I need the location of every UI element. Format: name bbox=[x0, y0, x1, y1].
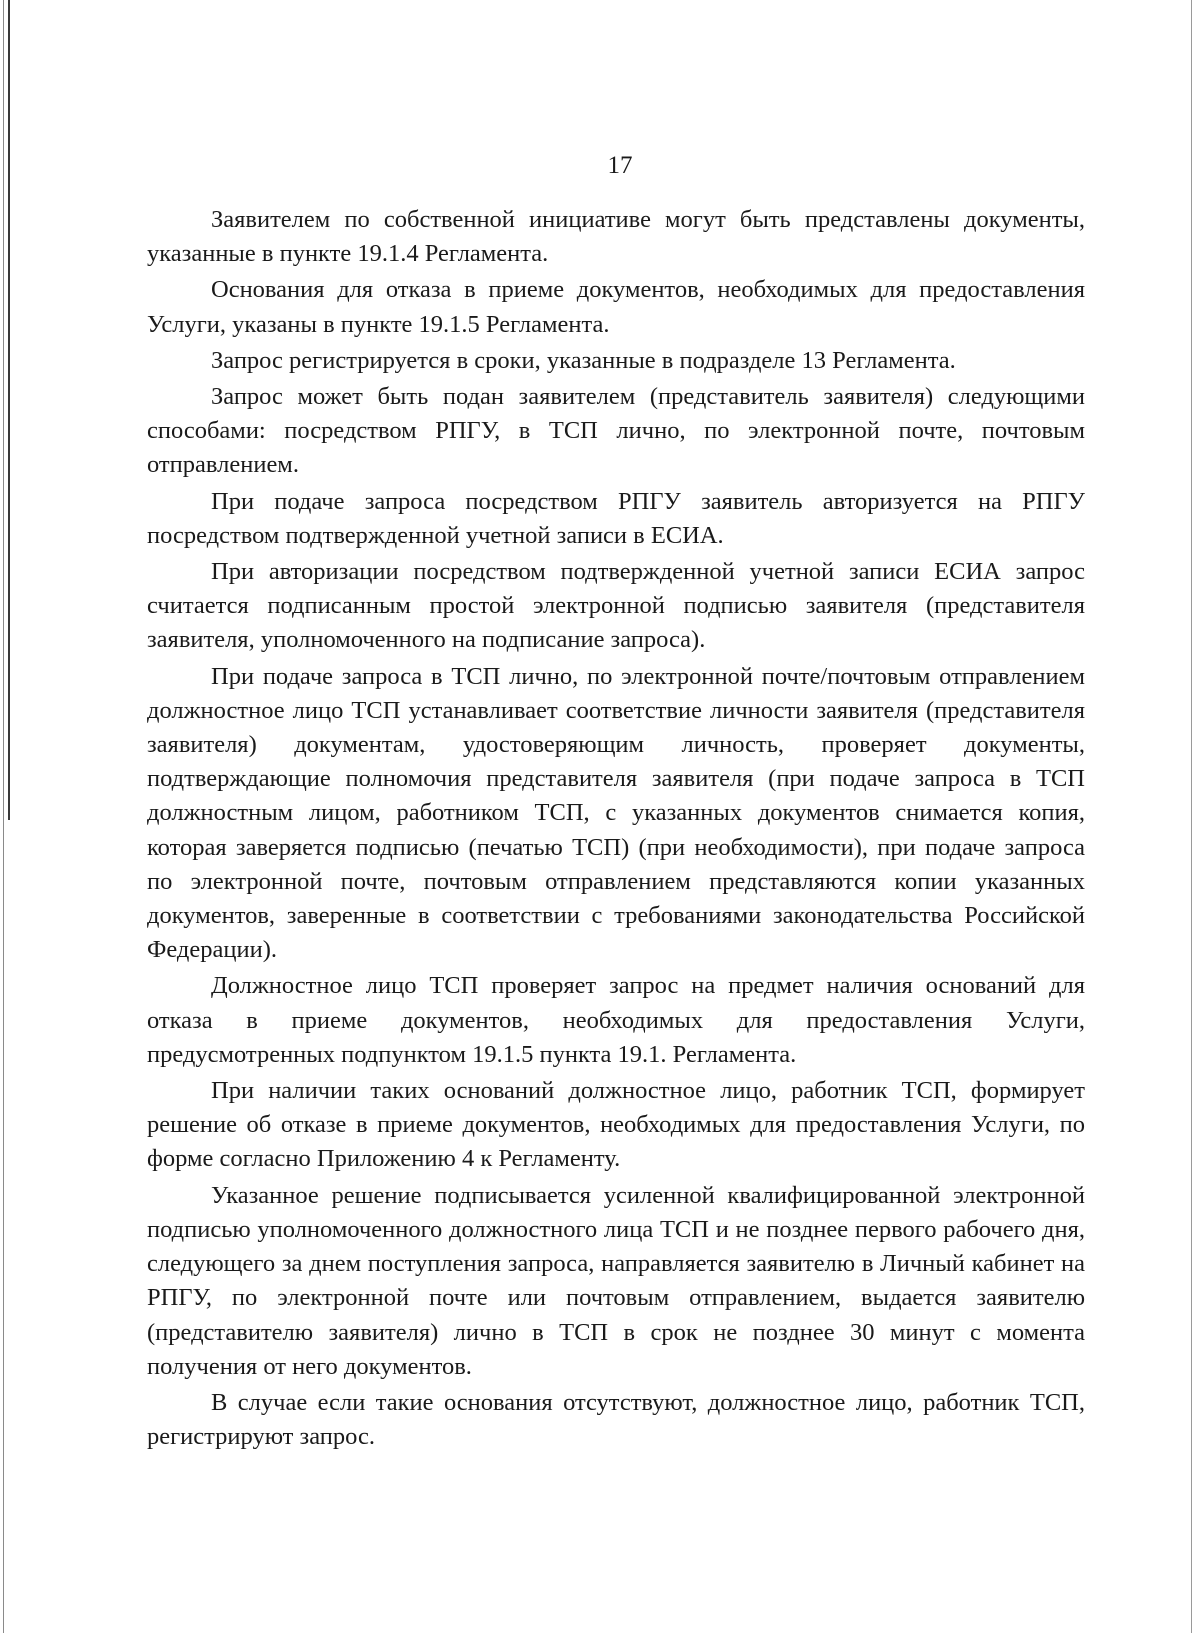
paragraph: Заявителем по собственной инициативе могут быть представлены документы, указанные в пункте 19.1.4 Регламента. bbox=[147, 206, 1085, 268]
paragraph: При подаче запроса посредством РПГУ заявитель авторизуется на РПГУ посредством подтвержденной учетной записи в ЕСИА. bbox=[147, 487, 1085, 549]
paragraph: При подаче запроса в ТСП лично, по электронной почте/почтовым отправлением должностное лицо ТСП устанавливает соответствие личности заявителя (представителя заявителя) документам, удостоверяющим личность, проверяет документы, подтверждающие полномочия представителя заявителя (при подаче запроса в ТСП должностным лицом, работником ТСП, с указанных документов снимается копия, которая заверяется подписью (печатью ТСП) (при необходимости), при подаче запроса по электронной почте, почтовым отправлением представляются копии указанных документов, заверенные в соответствии с требованиями законодательства Российской Федерации). bbox=[147, 662, 1085, 964]
paragraph: Запрос может быть подан заявителем (представитель заявителя) следующими способами: посредством РПГУ, в ТСП лично, по электронной почте, почтовым отправлением. bbox=[147, 383, 1085, 479]
scan-edge-line bbox=[1191, 0, 1192, 1633]
paragraph: При наличии таких оснований должностное лицо, работник ТСП, формирует решение об отказе в приеме документов, необходимых для предоставления Услуги, по форме согласно Приложению 4 к Регламенту. bbox=[147, 1077, 1085, 1173]
paragraph: При авторизации посредством подтвержденной учетной записи ЕСИА запрос считается подписанным простой электронной подписью заявителя (представителя заявителя, уполномоченного на подписание запроса). bbox=[147, 558, 1085, 654]
document-body bbox=[147, 203, 1085, 1456]
paragraph: Должностное лицо ТСП проверяет запрос на предмет наличия оснований для отказа в приеме документов, необходимых для предоставления Услуги, предусмотренных подпунктом 19.1.5 пункта 19.1. Регламента. bbox=[147, 972, 1085, 1068]
paragraph: В случае если такие основания отсутствуют, должностное лицо, работник ТСП, регистрируют запрос. bbox=[147, 1388, 1085, 1451]
paragraph: Основания для отказа в приеме документов, необходимых для предоставления Услуги, указаны в пункте 19.1.5 Регламента. bbox=[147, 276, 1085, 338]
page-number: 17 bbox=[607, 152, 633, 179]
scan-edge-line bbox=[3, 0, 4, 1633]
paragraph: Запрос регистрируется в сроки, указанные в подразделе 13 Регламента. bbox=[211, 346, 956, 374]
paragraph: Указанное решение подписывается усиленной квалифицированной электронной подписью уполномоченного должностного лица ТСП и не позднее первого рабочего дня, следующего за днем поступления запроса, направляется заявителю в Личный кабинет на РПГУ, по электронной почте или почтовым отправлением, выдается заявителю (представителю заявителя) лично в ТСП в срок не позднее 30 минут с момента получения от него документов. bbox=[147, 1181, 1085, 1380]
scan-edge-line bbox=[8, 0, 10, 820]
